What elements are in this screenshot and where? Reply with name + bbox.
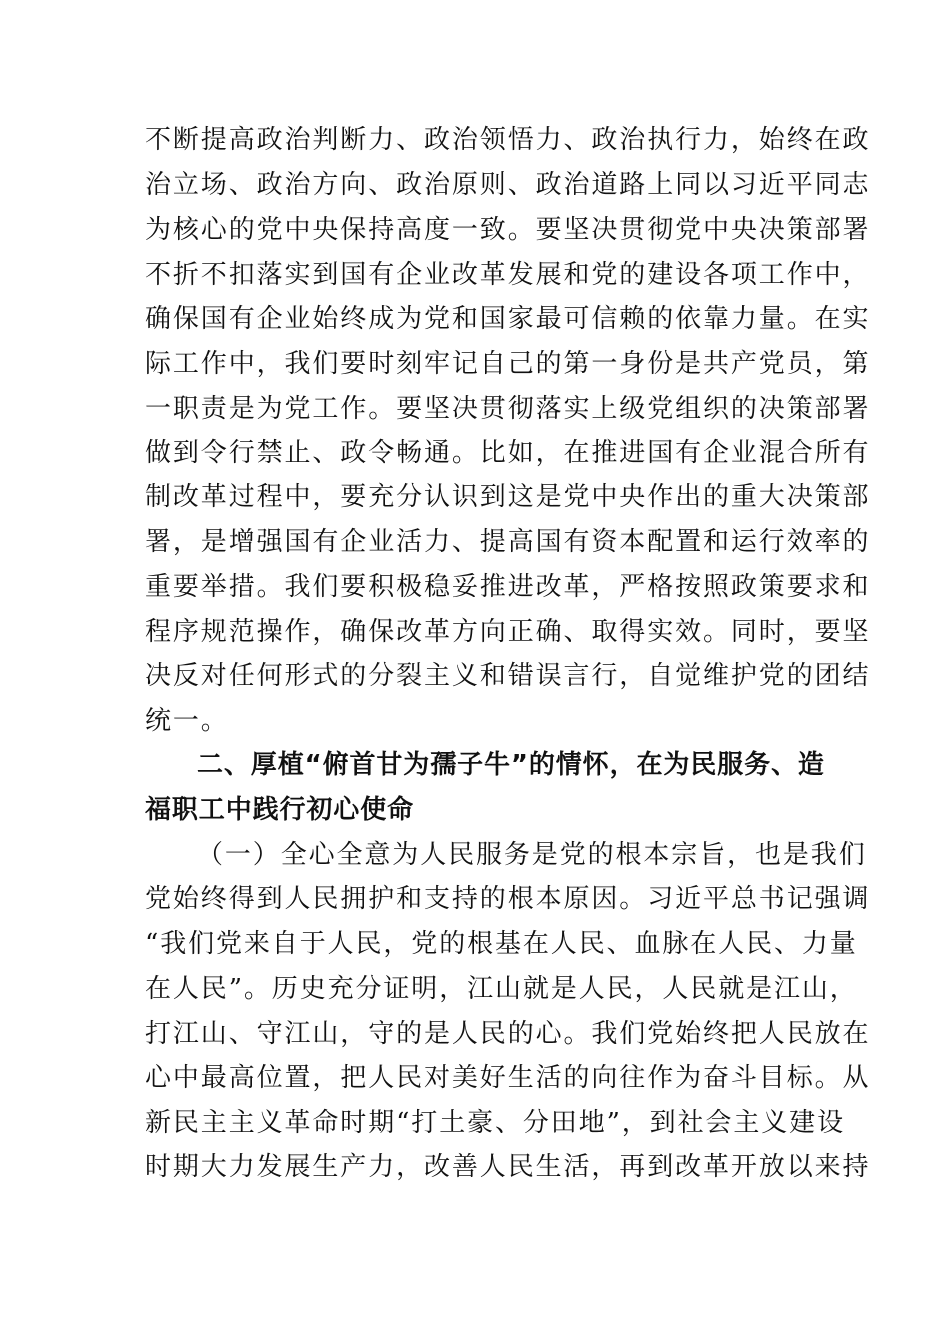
text-line: （一）全心全意为人民服务是党的根本宗旨，也是我们 — [197, 840, 867, 870]
text-line: 不折不扣落实到国有企业改革发展和党的建设各项工作中， — [145, 260, 871, 290]
text-line: 打江山、守江山，守的是人民的心。我们党始终把人民放在 — [145, 1019, 871, 1049]
text-line: 决反对任何形式的分裂主义和错误言行，自觉维护党的团结 — [145, 661, 871, 691]
text-line: “我们党来自于人民，党的根基在人民、血脉在人民、力量 — [145, 929, 858, 959]
heading-line: 二、厚植“俯首甘为孺子牛”的情怀，在为民服务、造 — [197, 750, 825, 780]
text-line: 署，是增强国有企业活力、提高国有资本配置和运行效率的 — [145, 527, 871, 557]
text-line: 重要举措。我们要积极稳妥推进改革，严格按照政策要求和 — [145, 572, 871, 602]
text-line: 做到令行禁止、政令畅通。比如，在推进国有企业混合所有 — [145, 438, 871, 468]
text-line: 为核心的党中央保持高度一致。要坚决贯彻党中央决策部署 — [145, 215, 871, 245]
text-line: 心中最高位置，把人民对美好生活的向往作为奋斗目标。从 — [145, 1063, 871, 1093]
text-line: 治立场、政治方向、政治原则、政治道路上同以习近平同志 — [145, 170, 871, 200]
text-line: 程序规范操作，确保改革方向正确、取得实效。同时，要坚 — [145, 617, 871, 647]
text-line: 统一。 — [145, 706, 229, 736]
text-line: 时期大力发展生产力，改善人民生活，再到改革开放以来持 — [145, 1152, 871, 1182]
heading-line: 福职工中践行初心使命 — [145, 795, 415, 825]
text-line: 新民主主义革命时期“打土豪、分田地”，到社会主义建设 — [145, 1108, 845, 1138]
text-line: 党始终得到人民拥护和支持的根本原因。习近平总书记强调 — [145, 884, 871, 914]
text-line: 确保国有企业始终成为党和国家最可信赖的依靠力量。在实 — [145, 304, 871, 334]
text-line: 不断提高政治判断力、政治领悟力、政治执行力，始终在政 — [145, 125, 871, 155]
text-line: 际工作中，我们要时刻牢记自己的第一身份是共产党员，第 — [145, 349, 871, 379]
text-line: 制改革过程中，要充分认识到这是党中央作出的重大决策部 — [145, 482, 871, 512]
text-line: 在人民”。历史充分证明，江山就是人民，人民就是江山， — [145, 974, 858, 1004]
text-line: 一职责是为党工作。要坚决贯彻落实上级党组织的决策部署 — [145, 394, 871, 424]
